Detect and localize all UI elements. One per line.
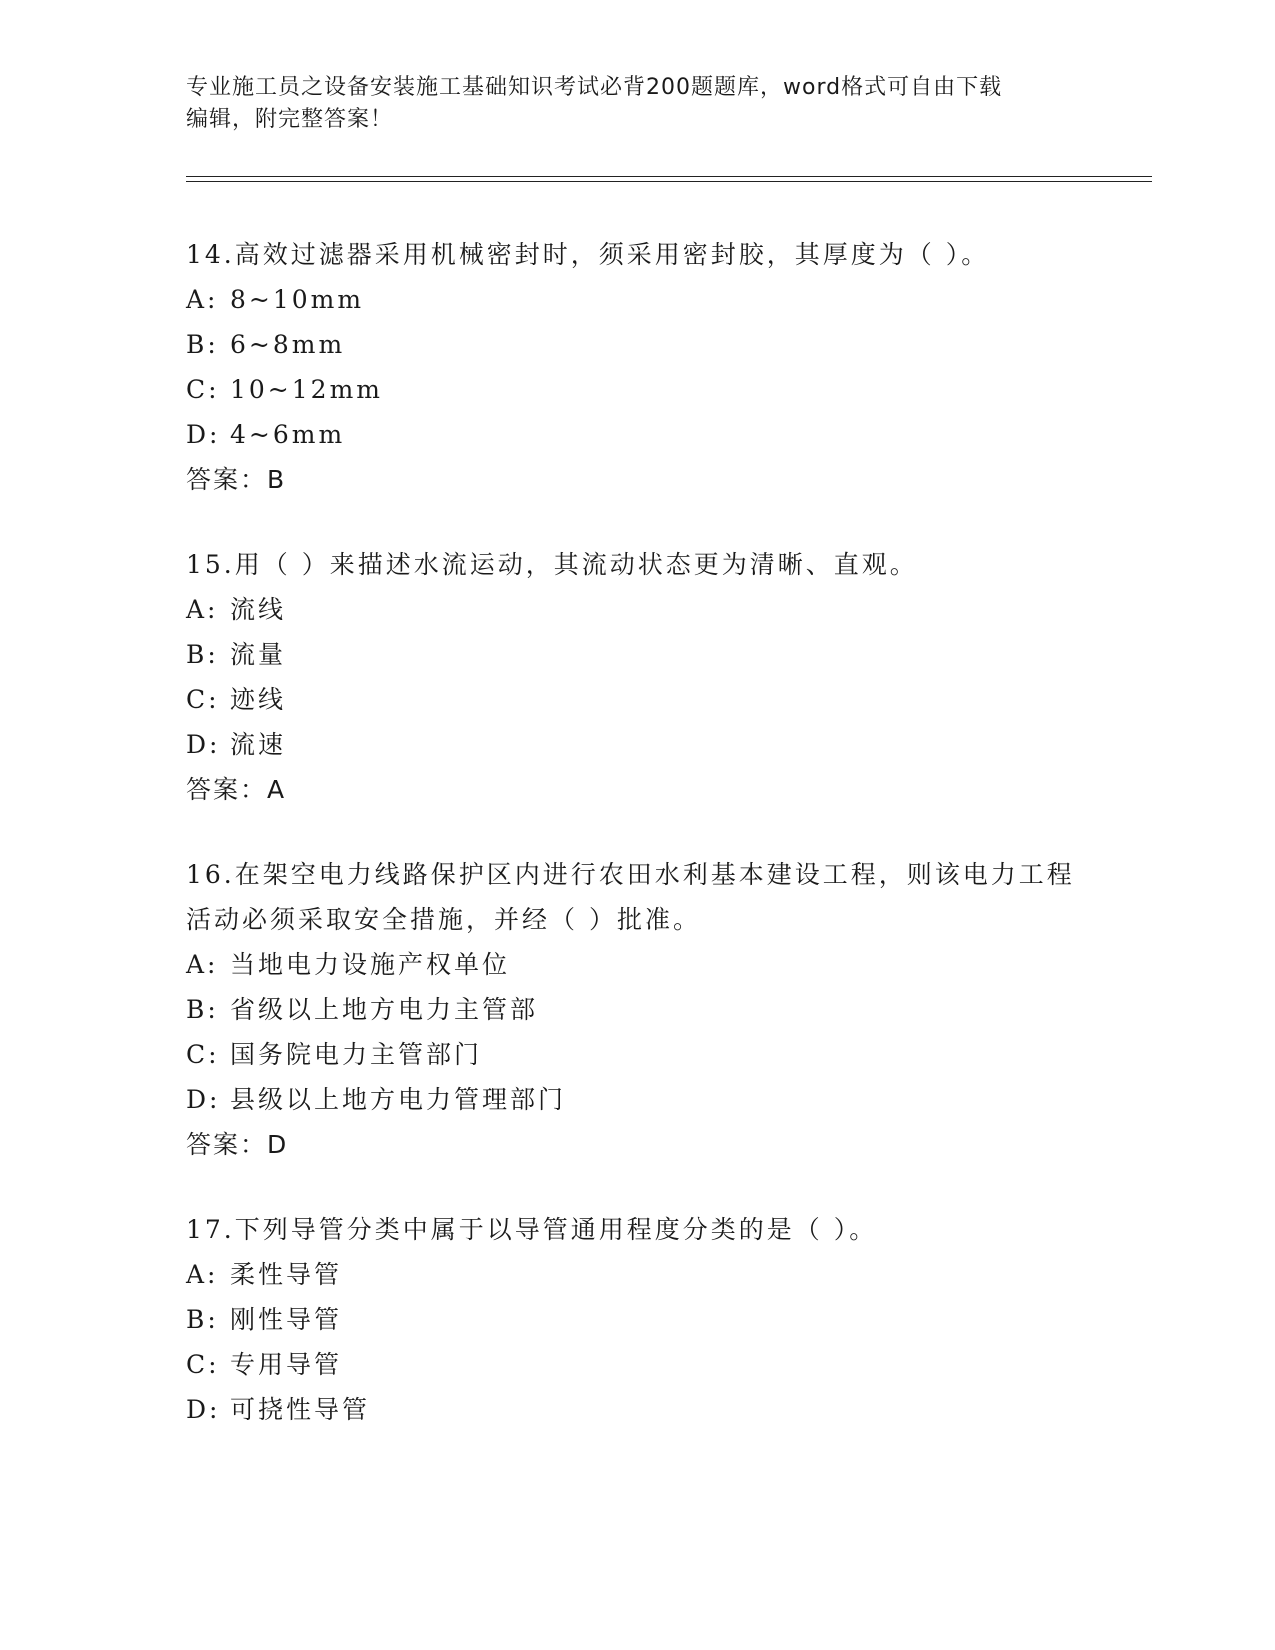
option-a — [186, 942, 1086, 987]
option-text: 8~10mm — [230, 285, 365, 314]
option-c — [186, 677, 1086, 722]
option-text: 6~8mm — [230, 330, 346, 359]
document-header — [186, 72, 1066, 136]
option-c — [186, 1032, 1086, 1077]
option-d — [186, 1077, 1086, 1122]
option-text: 当地电力设施产权单位 — [230, 950, 511, 979]
option-text: 迹线 — [230, 685, 287, 714]
question-text: 15.用（ ）来描述水流运动，其流动状态更为清晰、直观。 — [186, 550, 918, 579]
option-letter: B: — [186, 1305, 219, 1334]
option-text: 可挠性导管 — [230, 1395, 371, 1424]
answer-line: 答案：A — [186, 775, 287, 804]
option-a — [186, 1252, 1086, 1297]
option-letter: B: — [186, 995, 219, 1024]
option-letter: A: — [186, 595, 219, 624]
option-a — [186, 277, 1086, 322]
question-17 — [186, 1207, 1086, 1432]
option-letter: C: — [186, 685, 220, 714]
option-b — [186, 632, 1086, 677]
option-d — [186, 412, 1086, 457]
question-15 — [186, 542, 1086, 812]
option-text: 流速 — [230, 730, 287, 759]
option-text: 柔性导管 — [230, 1260, 343, 1289]
question-14 — [186, 232, 1086, 502]
option-text: 刚性导管 — [230, 1305, 343, 1334]
option-letter: C: — [186, 1350, 220, 1379]
option-letter: A: — [186, 285, 219, 314]
option-text: 4~6mm — [230, 420, 346, 449]
question-list — [186, 232, 1086, 1472]
option-text: 专用导管 — [230, 1350, 343, 1379]
option-letter: D: — [186, 1395, 221, 1424]
option-text: 流线 — [230, 595, 287, 624]
option-text: 国务院电力主管部门 — [230, 1040, 483, 1069]
option-letter: D: — [186, 1085, 221, 1114]
question-text: 14.高效过滤器采用机械密封时，须采用密封胶，其厚度为（ ）。 — [186, 240, 990, 269]
option-text: 省级以上地方电力主管部 — [230, 995, 539, 1024]
option-letter: A: — [186, 950, 219, 979]
option-text: 流量 — [230, 640, 287, 669]
question-text: 16.在架空电力线路保护区内进行农田水利基本建设工程，则该电力工程活动必须采取安全措施，并经（ ）批准。 — [186, 860, 1075, 934]
header-rule-top — [186, 176, 1152, 177]
header-line-2: 编辑，附完整答案！ — [186, 107, 394, 132]
option-d — [186, 1387, 1086, 1432]
question-16 — [186, 852, 1086, 1167]
option-letter: D: — [186, 420, 221, 449]
option-c — [186, 367, 1086, 412]
answer-line: 答案：B — [186, 465, 287, 494]
option-letter: D: — [186, 730, 221, 759]
option-letter: C: — [186, 1040, 220, 1069]
question-text: 17.下列导管分类中属于以导管通用程度分类的是（ ）。 — [186, 1215, 878, 1244]
option-b — [186, 322, 1086, 367]
option-letter: B: — [186, 640, 219, 669]
option-b — [186, 1297, 1086, 1342]
header-rule-bottom — [186, 181, 1152, 182]
header-line-1: 专业施工员之设备安装施工基础知识考试必背200题题库，word格式可自由下载 — [186, 75, 1003, 100]
option-d — [186, 722, 1086, 767]
option-text: 10~12mm — [230, 375, 383, 404]
option-letter: B: — [186, 330, 219, 359]
option-letter: A: — [186, 1260, 219, 1289]
option-a — [186, 587, 1086, 632]
option-text: 县级以上地方电力管理部门 — [230, 1085, 567, 1114]
option-b — [186, 987, 1086, 1032]
option-letter: C: — [186, 375, 220, 404]
answer-line: 答案：D — [186, 1130, 289, 1159]
option-c — [186, 1342, 1086, 1387]
